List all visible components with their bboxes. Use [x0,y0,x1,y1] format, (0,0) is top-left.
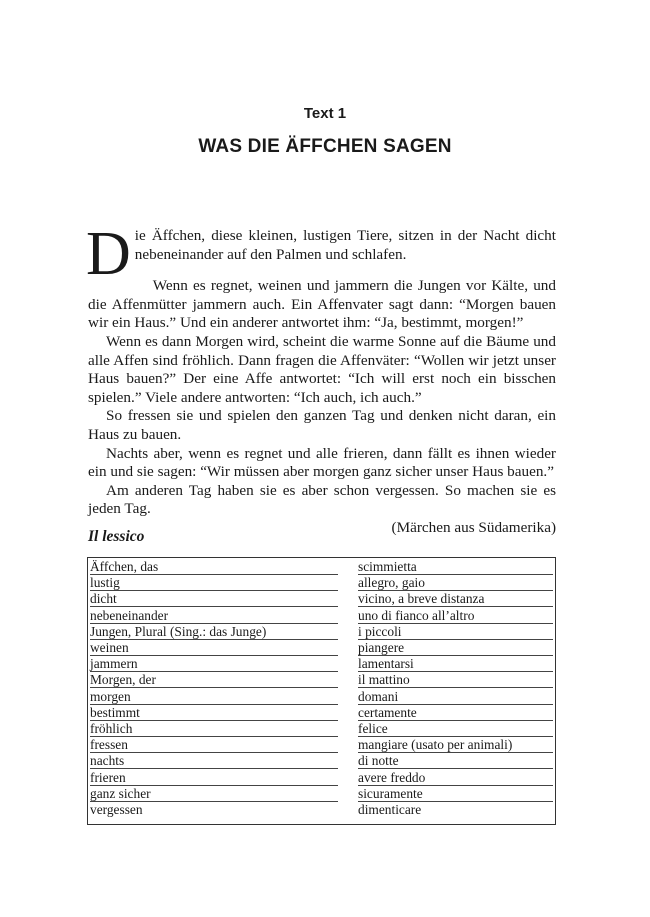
lexicon-german-term: fröhlich [90,721,338,737]
lexicon-italian-translation: il mattino [358,672,553,688]
lexicon-italian-translation: sicuramente [358,786,553,802]
lexicon-row [88,721,555,737]
lexicon-row [88,770,555,786]
lexicon-italian-translation: mangiare (usato per animali) [358,737,553,753]
lexicon-row [88,591,555,607]
lexicon-row [88,656,555,672]
lexicon-italian-translation: allegro, gaio [358,575,553,591]
lexicon-german-term: Äffchen, das [90,559,338,575]
lexicon-german-term: Morgen, der [90,672,338,688]
lexicon-german-term: jammern [90,656,338,672]
story-first-text: ie Äffchen, diese kleinen, lustigen Tiere, sitzen in der Nacht dicht nebeneinander auf den Palmen und schlafen. [134,227,556,263]
lexicon-row [88,786,555,802]
lexicon-german-term: bestimmt [90,705,338,721]
story-paragraph [86,220,556,288]
lexicon-italian-translation: uno di fianco all’altro [358,608,553,624]
story-source: (Märchen aus Südamerika) [391,518,556,536]
lexicon-italian-translation: piangere [358,640,553,656]
lexicon-german-term: fressen [90,737,338,753]
lexicon-german-term: dicht [90,591,338,607]
story-text [86,220,556,538]
lexicon-row [88,737,555,753]
lexicon-italian-translation: dimenticare [358,802,422,817]
lexicon-german-term: ganz sicher [90,786,338,802]
lexicon-german-term: vergessen [90,802,143,817]
lexicon-row [88,624,555,640]
lexicon-row [88,672,555,688]
lexicon-row [88,640,555,656]
lexicon-german-term: nachts [90,753,338,769]
lexicon-row [88,802,555,818]
story-paragraph: Wenn es dann Morgen wird, scheint die warme Sonne auf die Bäume und alle Affen sind fröhlich. Dann fragen die Affenväter: “Wollen wir jetzt unser Haus bauen?” Der eine Affe antwortet: “Ich will erst noch ein bisschen spielen.” Viele andere antworten: “Ich auch, ich auch.” [88,332,556,406]
lexicon-italian-translation: felice [358,721,553,737]
lexicon-german-term: frieren [90,770,338,786]
lexicon-german-term: lustig [90,575,338,591]
story-paragraph: So fressen sie und spielen den ganzen Tag und denken nicht daran, ein Haus zu bauen. [88,407,556,443]
lexicon-row [88,753,555,769]
lexicon-italian-translation: i piccoli [358,624,553,640]
page-title: WAS DIE ÄFFCHEN SAGEN [198,136,452,157]
story-paragraph: Am anderen Tag haben sie es aber schon vergessen. So machen sie es jeden Tag. [88,481,556,518]
lexicon-row [88,608,555,624]
lexicon-italian-translation: scimmietta [358,559,553,575]
story-paragraph: Wenn es regnet, weinen und jammern die Jungen vor Kälte, und die Affenmütter jammern auch. Ein Affenvater sagt dann: “Morgen bauen wir ein Haus.” Und ein anderer antwortet ihm: “Ja, bestimmt, morgen!” [88,277,556,332]
lexicon-table [87,557,556,825]
lexicon-row [88,559,555,575]
lexicon-italian-translation: lamentarsi [358,656,553,672]
lexicon-german-term: nebeneinander [90,608,338,624]
lexicon-row [88,575,555,591]
lexicon-italian-translation: certamente [358,705,553,721]
lexicon-german-term: Jungen, Plural (Sing.: das Junge) [90,624,338,640]
lexicon-row [88,689,555,705]
drop-cap: D [86,220,131,288]
lexicon-german-term: weinen [90,640,338,656]
lexicon-heading: Il lessico [88,528,145,545]
story-paragraph: Nachts aber, wenn es regnet und alle frieren, dann fällt es ihnen wieder ein und sie sagen: “Wir müssen aber morgen ganz sicher unser Haus bauen.” [88,444,556,481]
lexicon-row [88,705,555,721]
lexicon-italian-translation: di notte [358,753,553,769]
lexicon-italian-translation: vicino, a breve distanza [358,591,553,607]
lexicon-german-term: morgen [90,689,338,705]
lexicon-italian-translation: avere freddo [358,770,553,786]
text-label: Text 1 [303,105,347,122]
lexicon-italian-translation: domani [358,689,553,705]
